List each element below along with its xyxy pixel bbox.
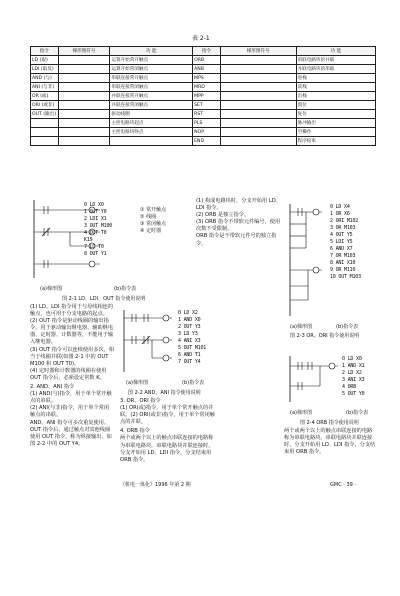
table-cell: ORB: [193, 56, 221, 65]
table-cell: ORI (或非): [31, 101, 59, 110]
table-row: [31, 110, 376, 119]
table-cell: [220, 92, 296, 101]
instruction-list-2-4: [342, 356, 364, 398]
instruction-line: 2 ORI M102: [330, 218, 359, 224]
table-cell: [31, 128, 59, 137]
figure-label: (a)梯形图: [40, 286, 62, 292]
figure-label: (a)梯形图: [126, 380, 148, 386]
instruction-line: K19: [84, 237, 93, 243]
instruction-line: 2 LD X2: [342, 370, 362, 376]
table-cell: 空操作: [296, 128, 375, 137]
table-cell: 运算开始常开触点: [110, 56, 193, 65]
table-cell: PLS: [193, 119, 221, 128]
paragraph: 3. OR、ORI 指令: [120, 398, 161, 404]
instruction-line: 5 OUT Y0: [342, 391, 365, 397]
table-cell: MPS: [193, 74, 221, 83]
instruction-line: 8 ANI X10: [330, 260, 356, 266]
table-cell: [58, 56, 110, 65]
table-cell: SET: [193, 101, 221, 110]
table-cell: [58, 65, 110, 74]
paragraph: (3) OUT 指令可以连续使用多次，相当于线圈并联(如图 2-1 中的 OUT M100 和 OUT T0)。: [30, 346, 114, 367]
table-header: 指令: [193, 47, 221, 56]
instruction-list-2-1: [84, 202, 112, 258]
paragraph: (3) ORB 指令不带软元件编号，使用次数不受限制。: [196, 219, 281, 233]
table-row: [31, 128, 376, 137]
instruction-line: 4 OUT T0: [84, 230, 107, 236]
table-cell: [220, 128, 296, 137]
table-row: [31, 101, 376, 110]
instruction-line: ① 常开触点: [140, 207, 167, 213]
table-cell: 运算开始常闭触点: [110, 65, 193, 74]
table-cell: 驱动线圈: [110, 110, 193, 119]
table-row: [31, 74, 376, 83]
instruction-line: 8 OUT Y1: [84, 251, 107, 257]
table-cell: [31, 137, 59, 146]
table-cell: 串联连接常开触点: [110, 74, 193, 83]
figure-caption: 图 2-2 AND、ANI 指令使用说明: [128, 390, 201, 396]
table-cell: 主控电路块终点: [110, 128, 193, 137]
left-column-text: [30, 304, 114, 448]
instruction-line: 4 OUT Y5: [330, 232, 353, 238]
table-cell: [220, 74, 296, 83]
table-cell: [220, 119, 296, 128]
instruction-line: 7 LD T0: [84, 244, 104, 250]
table-row: [31, 56, 376, 65]
table-cell: 串联连接常闭触点: [110, 83, 193, 92]
middle-column-text: [120, 398, 216, 464]
table-row: [31, 137, 376, 146]
table-cell: 进栈: [296, 74, 375, 83]
table-cell: [58, 110, 110, 119]
instruction-line: 3 OR M103: [330, 225, 356, 231]
table-cell: [58, 74, 110, 83]
table-cell: 串联电路块的并联: [296, 56, 375, 65]
table-cell: 并联连接常闭触点: [110, 101, 193, 110]
instruction-line: 6 AND T1: [178, 352, 201, 358]
ladder-diagram-2-3: [286, 200, 326, 320]
table-cell: NOP: [193, 128, 221, 137]
figure-label: (b)指令表: [336, 324, 359, 330]
table-cell: [110, 137, 193, 146]
table-cell: 读栈: [296, 83, 375, 92]
table-cell: 复位: [296, 110, 375, 119]
instruction-line: 3 OUT M100: [84, 223, 113, 229]
instruction-line: 0 LD X2: [178, 310, 198, 316]
table-cell: [220, 56, 296, 65]
instruction-line: 4 ORB: [342, 384, 357, 390]
table-cell: [58, 128, 110, 137]
paragraph: 两个或两个以上的触点串联连接的电路称为串联电路块。串联电路块并联连接时，分支开始用 LD、LDI 指令，分支结束用 ORB 指令。: [284, 428, 376, 456]
table-cell: 脉冲输出: [296, 119, 375, 128]
table-cell: 程序结束: [296, 137, 375, 146]
instruction-line: 2 LDI X1: [84, 216, 107, 222]
paragraph: (2) OUT 指令是驱动线圈的输出指令，用于驱动输出继电器、辅助继电器、定时器、计数器等，不能用于输入继电器。: [30, 318, 114, 346]
instruction-list-2-2: [178, 310, 206, 366]
paragraph: (2) ORB 是独立指令。: [196, 212, 250, 219]
ladder-diagram-2-2: [120, 306, 176, 380]
instruction-line: 4 ANI X3: [178, 338, 201, 344]
instruction-line: 1 OR X6: [330, 211, 350, 217]
figure-label: (b)指令表: [114, 286, 137, 292]
figure-label: (b)指令表: [182, 380, 205, 386]
table-cell: [58, 119, 110, 128]
instruction-line: 3 LD Y3: [178, 331, 198, 337]
table-cell: [220, 101, 296, 110]
table-cell: MPP: [193, 92, 221, 101]
instruction-table: [30, 46, 376, 146]
table-cell: [58, 83, 110, 92]
figure-notes: [140, 207, 166, 235]
table-cell: LD (取): [31, 56, 59, 65]
table-cell: 出栈: [296, 92, 375, 101]
figure-label: (a)梯形图: [290, 410, 312, 416]
column-3-text: [196, 198, 282, 248]
table-header: 梯形图符号: [220, 47, 296, 56]
table-cell: [220, 65, 296, 74]
instruction-line: 0 LD X4: [330, 204, 350, 210]
instruction-line: ③ 常闭触点: [140, 221, 167, 227]
table-cell: ANI (与非): [31, 83, 59, 92]
instruction-line: 9 OR M110: [330, 267, 356, 273]
instruction-line: 2 OUT Y3: [178, 324, 201, 330]
instruction-line: 0 LD X0: [342, 356, 362, 362]
instruction-line: 1 AND X0: [178, 317, 201, 323]
section-heading: 2. AND、ANI 指令: [30, 384, 75, 391]
figure-caption: 图 2-4 ORB 指令使用说明: [300, 420, 359, 426]
paragraph: (1) AND(与)指令，用于单个常开触点的串联。: [30, 391, 112, 405]
footer-journal: 《机电一体化》1996 年第 2 期: [120, 482, 191, 488]
table-header: 功 能: [110, 47, 193, 56]
instruction-line: 3 ANI X3: [342, 377, 365, 383]
table-cell: RST: [193, 110, 221, 119]
figure-caption: 图 2-1 LD、LDI、OUT 指令使用说明: [62, 296, 146, 302]
table-cell: 并联连接常开触点: [110, 92, 193, 101]
table-cell: MRD: [193, 83, 221, 92]
figure-label: (b)指令表: [346, 410, 369, 416]
instruction-list-2-3: [330, 204, 361, 281]
table-cell: 并联电路块的串联: [296, 65, 375, 74]
paragraph: ORB 指令是不带软元件号的独立指令。: [196, 233, 277, 247]
instruction-line: ② 线圈: [140, 214, 157, 220]
table-header: 指令: [31, 47, 59, 56]
right-column-text: [284, 428, 376, 456]
table-cell: AND (与): [31, 74, 59, 83]
table-cell: 主控电路块起点: [110, 119, 193, 128]
table-cell: [58, 137, 110, 146]
table-row: [31, 92, 376, 101]
table-row: [31, 65, 376, 74]
table-header: 梯形图符号: [58, 47, 110, 56]
instruction-line: 10 OUT M103: [330, 274, 361, 280]
paragraph: (1) OR(或)指令，用于单个常开触点的并联。(2) ORI(或非)指令，用于单个常闭触点的并联。: [120, 405, 215, 426]
paragraph: AND、ANI 指令可多次重复使用。OUT 指令后，通过触点对其他线圈使用 OUT 指令，称为纵接输出，如图 2-2 中的 OUT Y4。: [30, 419, 112, 447]
table-row: [31, 119, 376, 128]
table-cell: LDI (取反): [31, 65, 59, 74]
table-title: 表 2-1: [192, 35, 210, 42]
instruction-line: 5 OUT M101: [178, 345, 207, 351]
figure-caption: 图 2-3 OR、ORI 指令使用说明: [290, 333, 360, 339]
section-heading: 4. ORB 指令: [120, 428, 150, 435]
table-row: [31, 83, 376, 92]
instruction-line: 7 OUT Y4: [178, 359, 201, 365]
page-number: GMC · 39 ·: [330, 482, 356, 488]
figure-label: (a)梯形图: [290, 324, 312, 330]
table-cell: [220, 83, 296, 92]
instruction-line: 6 AND X7: [330, 246, 353, 252]
instruction-line: 0 LD X0: [84, 202, 104, 208]
table-cell: [31, 119, 59, 128]
table-cell: [220, 110, 296, 119]
table-cell: [58, 101, 110, 110]
table-cell: END: [193, 137, 221, 146]
table-cell: OR (或): [31, 92, 59, 101]
paragraph: (1) 构成电路块时，分支开始用 LD、LDI 指令。: [196, 198, 281, 212]
instruction-line: 1 OUT Y0: [84, 209, 107, 215]
table-cell: [220, 137, 296, 146]
table-header: 功 能: [296, 47, 375, 56]
table-cell: [58, 92, 110, 101]
table-cell: OUT (输出): [31, 110, 59, 119]
instruction-line: 1 AND X1: [342, 363, 365, 369]
ladder-diagram-2-4: [286, 352, 342, 408]
table-header-row: [31, 47, 376, 56]
table-cell: 置位: [296, 101, 375, 110]
paragraph: (1) LD、LDI 指令用于与母线相连的触点，也可用于分支电路的起点。: [30, 304, 114, 318]
paragraph: 两个或两个以上的触点串联连接的电路称为串联电路块。串联电路块并联连接时，分支开始用 LD、LDI 指令，分支结束用 ORB 指令。: [120, 435, 214, 463]
table-cell: ANB: [193, 65, 221, 74]
paragraph: (2) ANI(与非)指令，用于单个常闭触点的串联。: [30, 405, 110, 419]
instruction-line: ④ 定时器: [140, 228, 162, 234]
instruction-line: 7 OR M103: [330, 253, 356, 259]
instruction-line: 5 LDI Y5: [330, 239, 353, 245]
paragraph: (4) 定时器和计数器的线圈在使用 OUT 指令后，必须设定常数 K。: [30, 367, 107, 381]
